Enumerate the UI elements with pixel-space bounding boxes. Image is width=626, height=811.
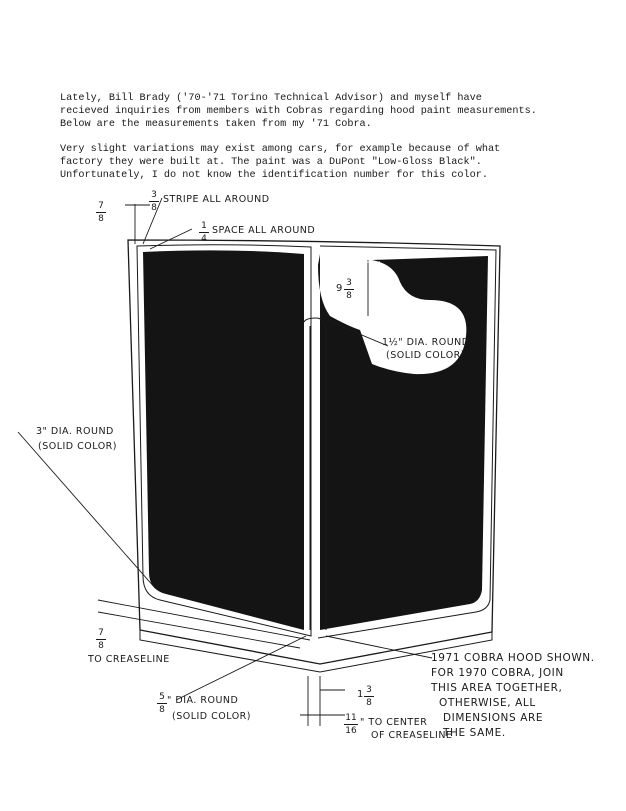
gap-whole: 1 — [357, 689, 364, 700]
stripe-label: STRIPE ALL AROUND — [163, 194, 270, 205]
variation-paragraph: Very slight variations may exist among cars, for example because of what factory they were built at. The paint was a DuPont "Low-Gloss Black". Unfortunately, I do not know the identification number for this color. — [60, 144, 501, 181]
notch-round-line1: 1½" DIA. ROUND — [382, 337, 470, 348]
note-line: THIS AREA TOGETHER, — [431, 682, 563, 694]
center-line2: OF CREASELINE — [371, 730, 453, 741]
notch-whole: 9 — [336, 283, 343, 294]
note-line: THE SAME. — [443, 727, 506, 739]
space-label: SPACE ALL AROUND — [212, 225, 316, 236]
edge-fraction: 7 8 — [96, 201, 106, 224]
note-line: DIMENSIONS ARE — [443, 712, 544, 724]
crease-label: TO CREASELINE — [88, 654, 170, 665]
corner-round-line1: 3" DIA. ROUND — [36, 426, 114, 437]
bottom-round-fraction: 5 8 — [157, 692, 167, 715]
space-fraction: 1 4 — [199, 221, 209, 244]
bottom-round-line2: (SOLID COLOR) — [172, 711, 251, 722]
crease-fraction: 7 8 — [96, 628, 106, 651]
center-fraction: 11 16 — [345, 713, 357, 736]
left-paint-panel — [143, 250, 304, 630]
note-line: OTHERWISE, ALL — [439, 697, 536, 709]
notch-round-line2: (SOLID COLOR) — [386, 350, 465, 361]
model-year-note — [431, 651, 595, 741]
intro-paragraph: Lately, Bill Brady ('70-'71 Torino Technical Advisor) and myself have recieved inquiries from members with Cobras regarding hood paint measurements. Below are the measurements taken from my '71 Cobra. — [60, 93, 537, 130]
notch-fraction: 3 8 — [344, 278, 354, 301]
note-line: FOR 1970 COBRA, JOIN — [431, 667, 564, 679]
gap-fraction: 3 8 — [364, 685, 374, 708]
bottom-round-line1: " DIA. ROUND — [167, 695, 239, 706]
center-line1: " TO CENTER — [360, 717, 428, 728]
stripe-fraction: 3 8 — [149, 190, 159, 213]
corner-round-line2: (SOLID COLOR) — [38, 441, 117, 452]
note-line: 1971 COBRA HOOD SHOWN. — [431, 652, 595, 664]
